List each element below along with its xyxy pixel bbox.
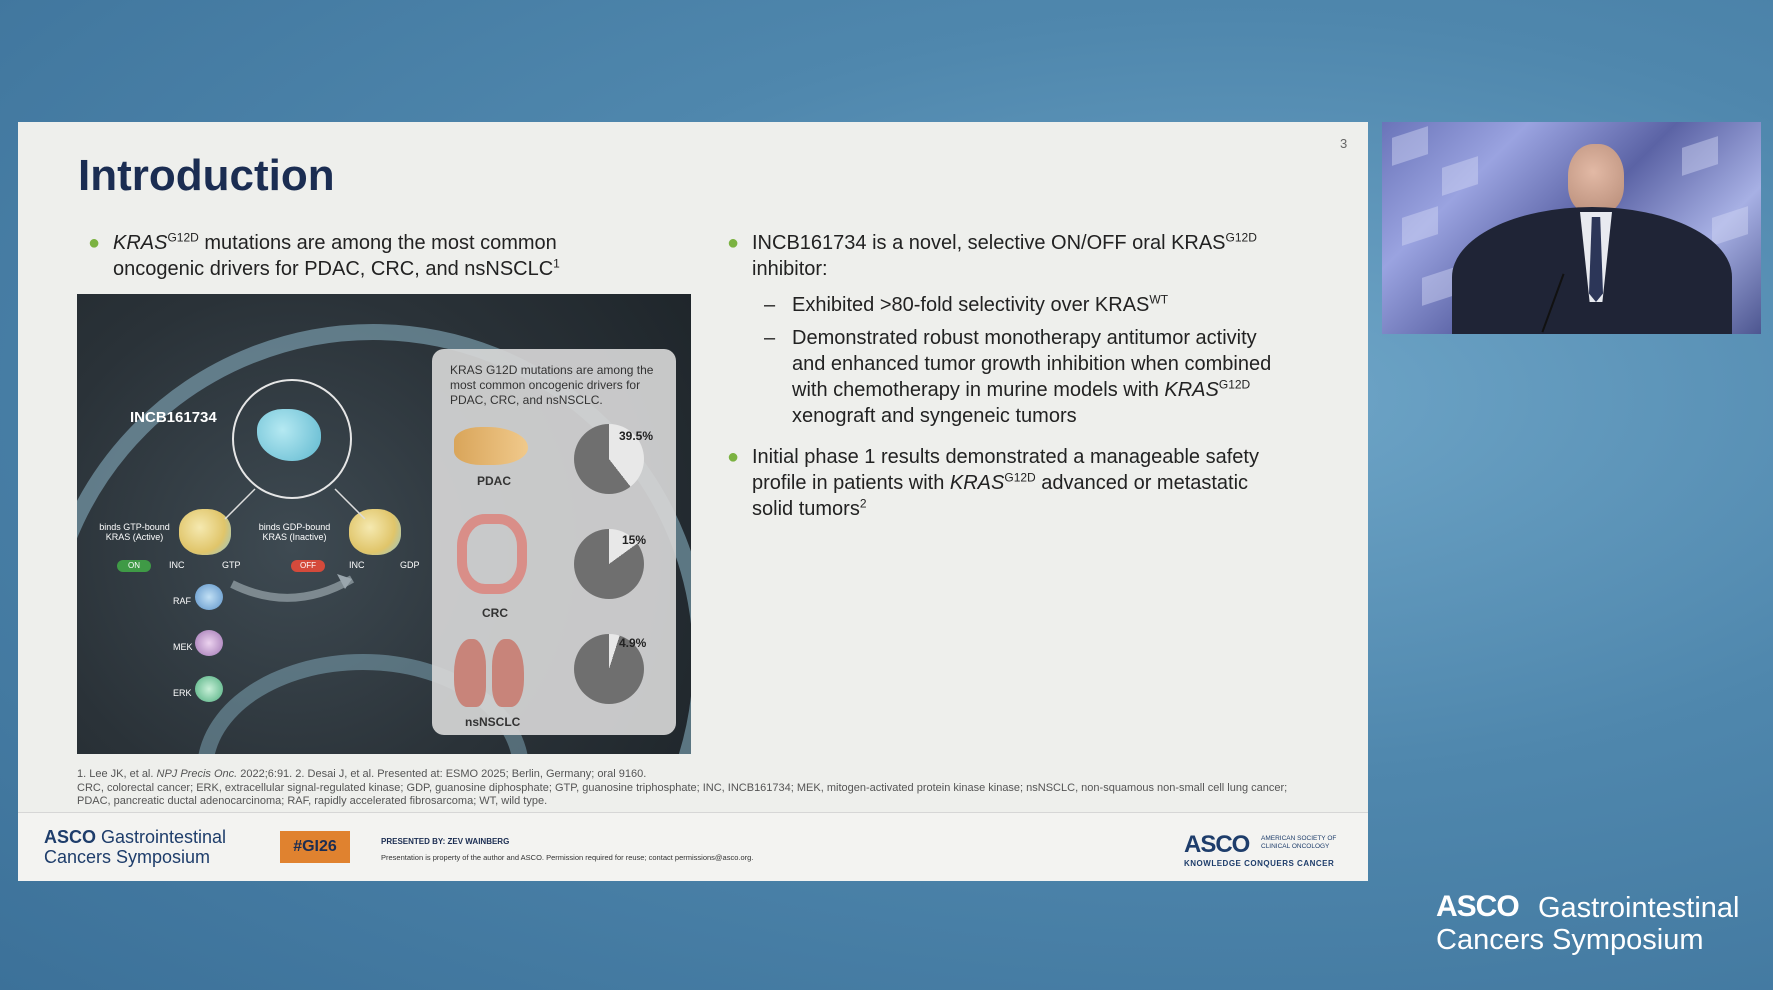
on-toggle: ON bbox=[117, 560, 151, 572]
brand-symposium: Cancers Symposium bbox=[1436, 924, 1704, 956]
bullet-text: inhibitor: bbox=[752, 258, 828, 280]
colon-icon bbox=[457, 514, 527, 594]
bullet-text: and enhanced tumor growth inhibition when combined bbox=[792, 353, 1272, 375]
lung-left-icon bbox=[454, 639, 486, 707]
gene-name: KRAS bbox=[113, 232, 168, 254]
inc-label: INC bbox=[349, 560, 365, 570]
off-toggle: OFF bbox=[291, 560, 325, 572]
bullet-text: xenograft and syngeneic tumors bbox=[792, 405, 1077, 427]
bullet-text: Initial phase 1 results demonstrated a manageable safety bbox=[752, 446, 1259, 468]
asco-logo: ASCO bbox=[44, 827, 97, 847]
asco-tagline: KNOWLEDGE CONQUERS CANCER bbox=[1184, 859, 1335, 868]
bullet-text: profile in patients with bbox=[752, 472, 950, 494]
slide-page-number: 3 bbox=[1340, 136, 1348, 151]
organ-label: nsNSCLC bbox=[465, 715, 521, 729]
nsnsclc-percent: 4.9% bbox=[619, 636, 647, 650]
erk-label: ERK bbox=[173, 688, 192, 698]
left-bullet bbox=[88, 230, 673, 282]
raf-molecule-icon bbox=[195, 584, 223, 610]
bullet-text: with chemotherapy in murine models with bbox=[792, 379, 1165, 401]
organ-label: PDAC bbox=[477, 474, 512, 488]
reference-text: 2022;6:91. 2. Desai J, et al. Presented at: ESMO 2025; Berlin, Germany; oral 9160. bbox=[237, 768, 647, 780]
bullet-text: advanced or metastatic bbox=[1035, 472, 1249, 494]
cycle-arrow-icon bbox=[227, 564, 357, 604]
bullet-text: Demonstrated robust monotherapy antitumor activity bbox=[792, 327, 1257, 349]
abbreviations: CRC, colorectal cancer; ERK, extracellular signal-regulated kinase; GDP, guanosine diphosphate; GTP, guanosine triphosphate; INC, INCB161734; MEK, mitogen-activated protein kinase kinase; nsNSCLC, non-squamous non-small cell lung cancer; bbox=[77, 781, 1288, 794]
mek-molecule-icon bbox=[195, 630, 223, 656]
bullet-text: mutations are among the most common bbox=[198, 232, 557, 254]
bullet-text: INCB161734 is a novel, selective ON/OFF oral KRAS bbox=[752, 232, 1226, 254]
superscript: WT bbox=[1149, 292, 1169, 307]
reference-mark: 2 bbox=[859, 496, 867, 511]
presenter-credit: PRESENTED BY: ZEV WAINBERG bbox=[381, 837, 510, 846]
raf-label: RAF bbox=[173, 596, 191, 606]
dash-icon: – bbox=[764, 294, 776, 316]
speaker-head bbox=[1568, 144, 1624, 214]
brand-asco: ASCO bbox=[1436, 890, 1519, 923]
inset-description: KRAS G12D mutations are among the most common oncogenic drivers for PDAC, CRC, and nsNSCLC. bbox=[450, 363, 654, 407]
crc-percent: 15% bbox=[622, 533, 647, 547]
asco-society-name: AMERICAN SOCIETY OF CLINICAL ONCOLOGY bbox=[1261, 835, 1337, 850]
gene-name: KRAS bbox=[1164, 379, 1219, 401]
lung-right-icon bbox=[492, 639, 524, 707]
abbreviations: PDAC, pancreatic ductal adenocarcinoma; RAF, rapidly accelerated fibrosarcoma; WT, wild type. bbox=[77, 795, 548, 807]
superscript: G12D bbox=[1218, 377, 1251, 392]
property-note: Presentation is property of the author and ASCO. Permission required for reuse; contact permissions@asco.org. bbox=[381, 853, 754, 862]
hashtag-badge: #GI26 bbox=[280, 831, 350, 863]
inc-label: INC bbox=[169, 560, 185, 570]
dash-icon: – bbox=[764, 327, 776, 349]
gtp-label: GTP bbox=[222, 560, 241, 570]
asco-logo-right: ASCO bbox=[1184, 831, 1250, 858]
inactive-kras-label: binds GDP-bound KRAS (Inactive) bbox=[258, 522, 331, 542]
asco-logo-symposium: Cancers Symposium bbox=[44, 847, 211, 867]
reference-mark: 1 bbox=[553, 256, 560, 271]
bullet-text: Exhibited >80-fold selectivity over KRAS bbox=[792, 294, 1150, 316]
references bbox=[77, 768, 1357, 809]
journal-name: NPJ Precis Onc. bbox=[156, 768, 238, 780]
brand-gi: Gastrointestinal bbox=[1538, 892, 1740, 924]
erk-molecule-icon bbox=[195, 676, 223, 702]
mutation-frequency-inset bbox=[432, 349, 676, 735]
gene-name: KRAS bbox=[949, 472, 1005, 494]
kras-figure bbox=[77, 294, 691, 754]
bullet-text: oncogenic drivers for PDAC, CRC, and nsNSCLC bbox=[113, 258, 554, 280]
sub-bullet-2 bbox=[764, 325, 1352, 429]
active-kras-label: binds GTP-bound KRAS (Active) bbox=[99, 522, 170, 542]
slide-title: Introduction bbox=[78, 151, 335, 200]
presentation-slide bbox=[18, 122, 1368, 881]
drug-label: INCB161734 bbox=[130, 409, 217, 426]
reference-text: 1. Lee JK, et al. bbox=[77, 768, 157, 780]
speaker-video bbox=[1382, 122, 1761, 334]
slide-footer bbox=[18, 812, 1368, 881]
superscript: G12D bbox=[167, 230, 199, 245]
superscript: G12D bbox=[1225, 230, 1257, 245]
bullet-text: solid tumors bbox=[752, 498, 860, 520]
sub-bullet-1 bbox=[764, 292, 1352, 318]
right-bullet-1 bbox=[727, 230, 1352, 282]
mek-label: MEK bbox=[173, 642, 193, 652]
gdp-label: GDP bbox=[400, 560, 420, 570]
bullet-dot-icon: ● bbox=[727, 232, 740, 254]
right-bullet-2 bbox=[727, 444, 1352, 522]
bullet-dot-icon: ● bbox=[727, 446, 740, 468]
pancreas-icon bbox=[454, 427, 528, 465]
split-arrows-icon bbox=[215, 484, 375, 524]
bullet-dot-icon: ● bbox=[88, 232, 101, 254]
organ-label: CRC bbox=[482, 606, 508, 620]
pdac-percent: 39.5% bbox=[619, 429, 654, 443]
superscript: G12D bbox=[1004, 470, 1036, 485]
asco-logo-gi: Gastrointestinal bbox=[101, 827, 227, 847]
